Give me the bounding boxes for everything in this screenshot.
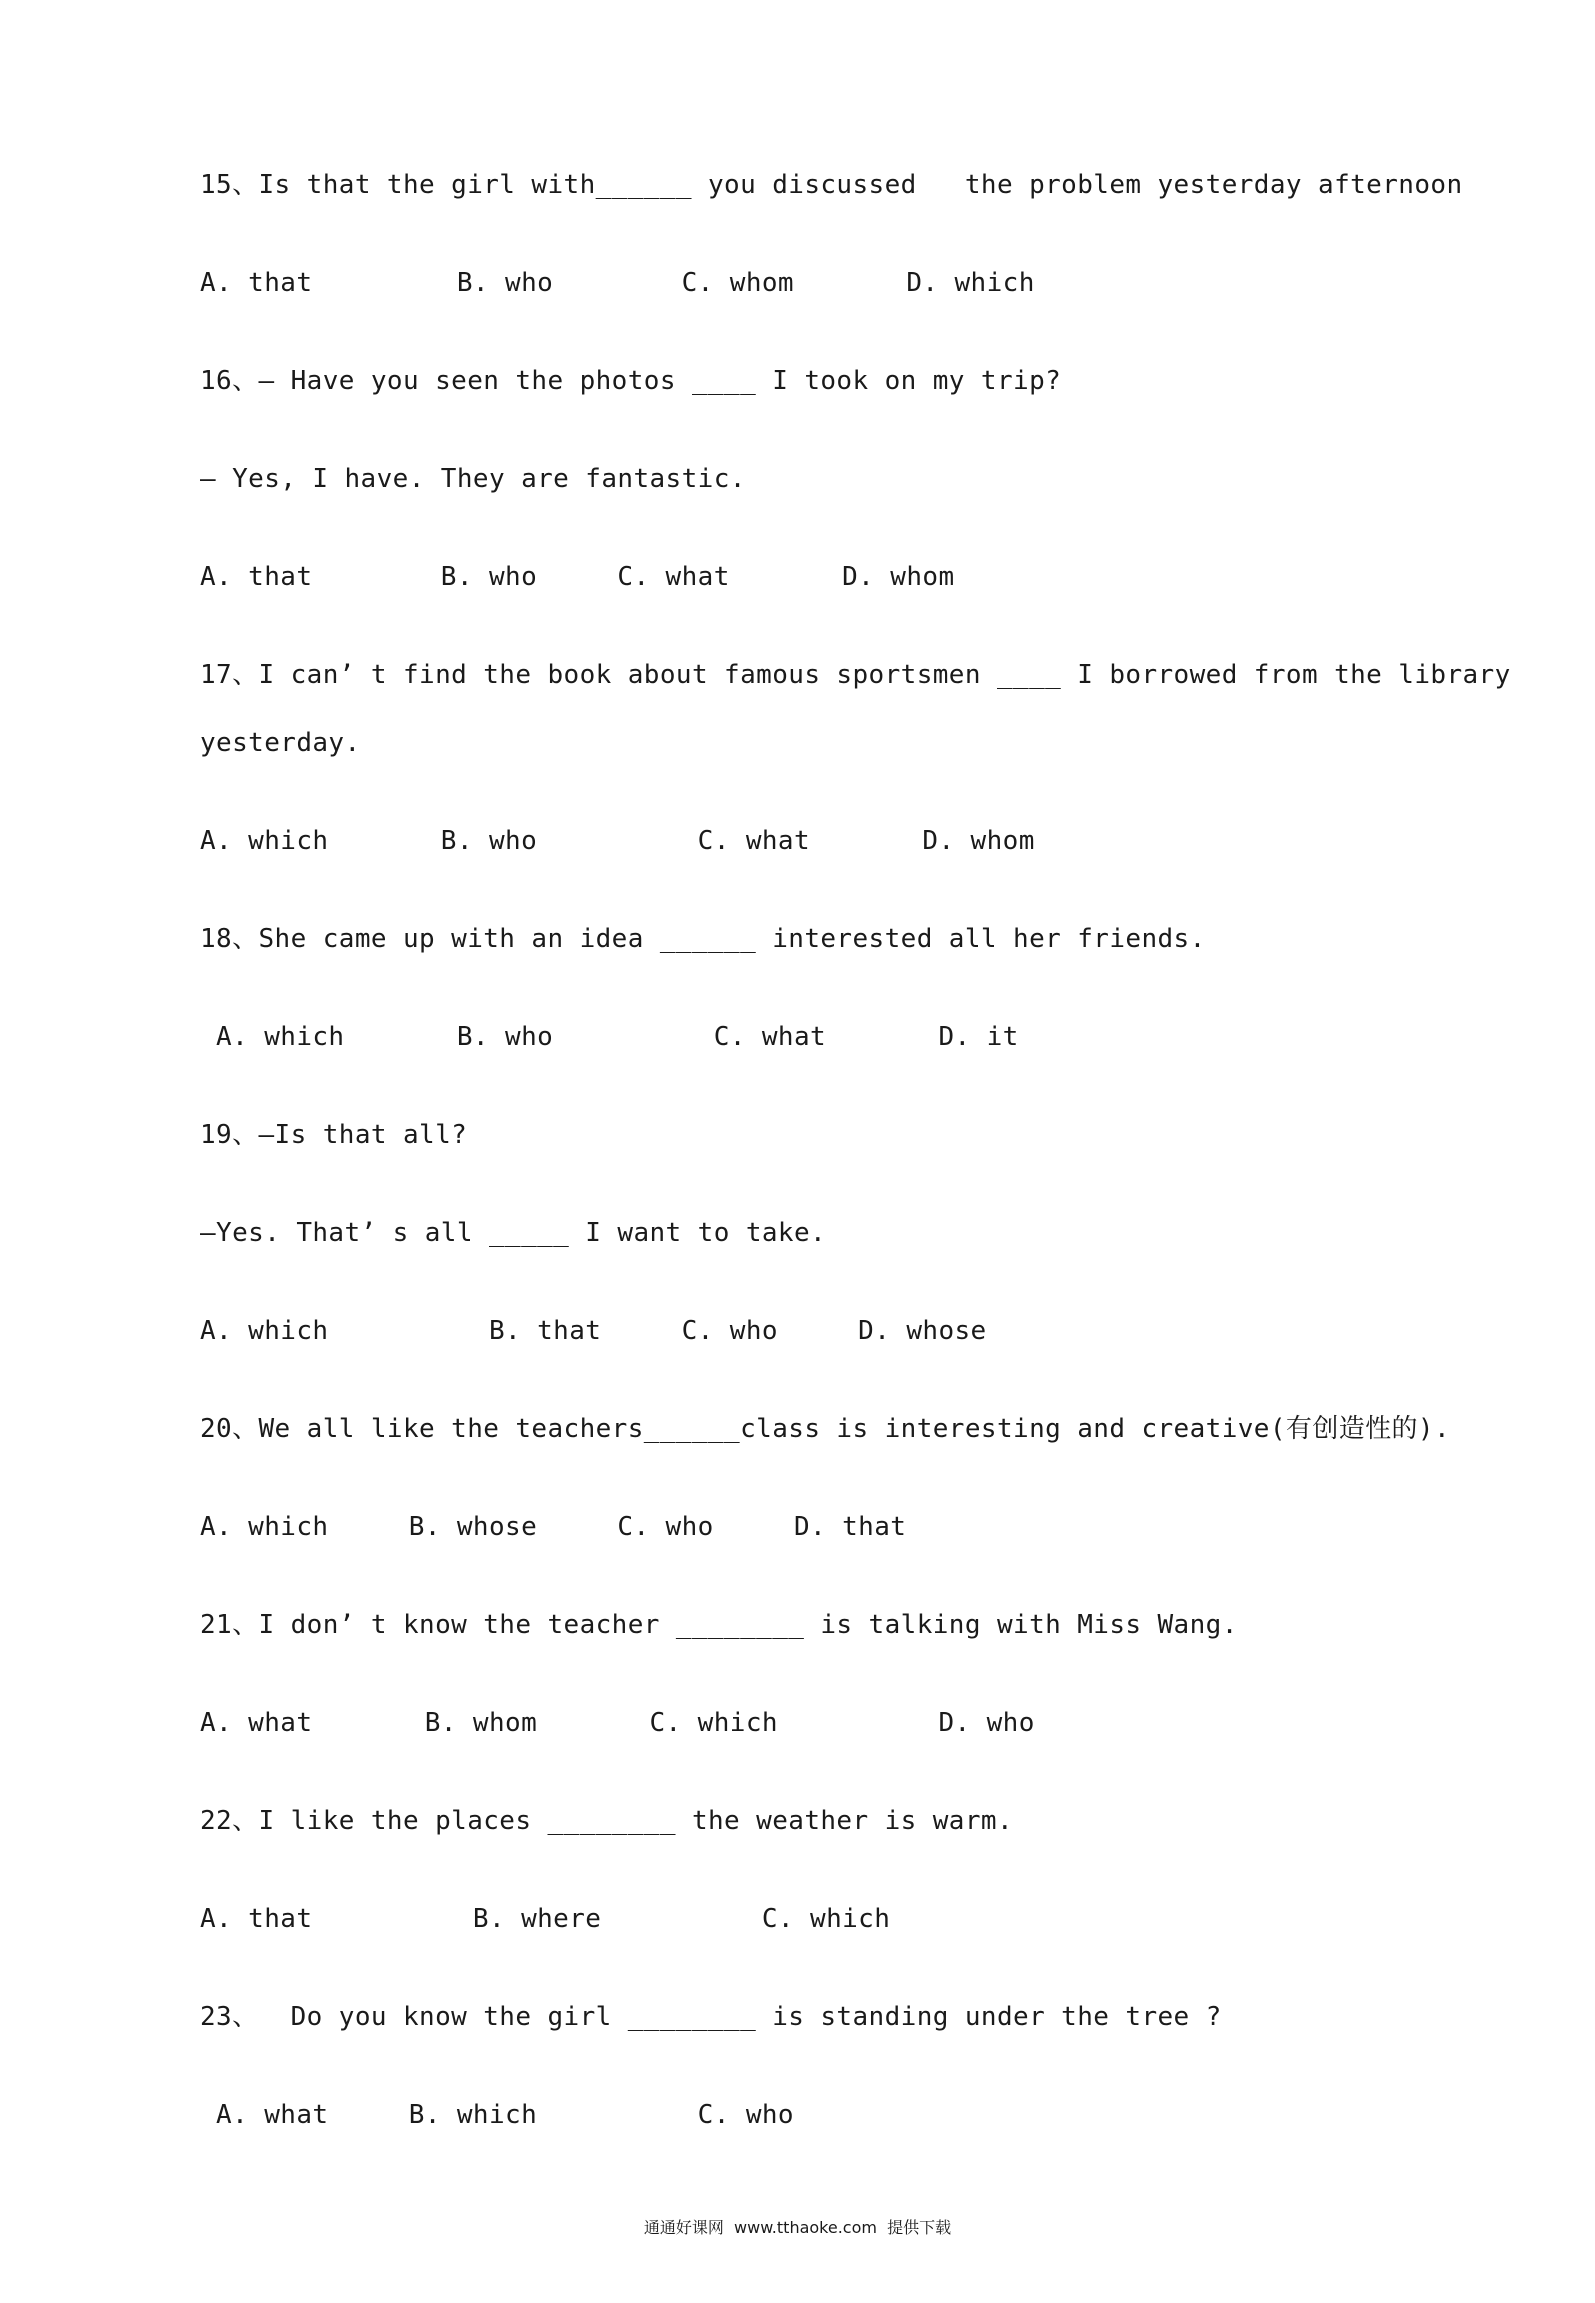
question-17-options: A. which B. who C. what D. whom (200, 826, 1035, 856)
question-18-options: A. which B. who C. what D. it (200, 1022, 1019, 1052)
question-23-options: A. what B. which C. who (200, 2100, 794, 2130)
question-18-stem: 18、She came up with an idea ______ interested all her friends. (200, 924, 1206, 954)
question-17-stem-cont: yesterday. (200, 728, 361, 758)
question-15-options: A. that B. who C. whom D. which (200, 268, 1035, 298)
question-19-stem: 19、—Is that all? (200, 1120, 468, 1150)
question-22-stem: 22、I like the places ________ the weather is warm. (200, 1806, 1014, 1836)
question-16-reply: — Yes, I have. They are fantastic. (200, 464, 746, 494)
question-16-options: A. that B. who C. what D. whom (200, 562, 955, 592)
question-17-stem: 17、I can’ t find the book about famous sportsmen ____ I borrowed from the library (200, 660, 1511, 690)
question-16-stem: 16、— Have you seen the photos ____ I took on my trip? (200, 366, 1062, 396)
question-19-options: A. which B. that C. who D. whose (200, 1316, 987, 1346)
page-footer: 通通好课网 www.tthaoke.com 提供下载 (643, 2218, 952, 2237)
question-22-options: A. that B. where C. which (200, 1904, 891, 1934)
question-20-options: A. which B. whose C. who D. that (200, 1512, 907, 1542)
question-19-reply: —Yes. That’ s all _____ I want to take. (200, 1218, 827, 1248)
question-20-stem: 20、We all like the teachers______class is interesting and creative(有创造性的). (200, 1414, 1451, 1444)
question-21-options: A. what B. whom C. which D. who (200, 1708, 1035, 1738)
question-21-stem: 21、I don’ t know the teacher ________ is talking with Miss Wang. (200, 1610, 1238, 1640)
question-23-stem: 23、 Do you know the girl ________ is standing under the tree ? (200, 2002, 1222, 2032)
question-15-stem: 15、Is that the girl with______ you discussed the problem yesterday afternoon (200, 170, 1463, 200)
